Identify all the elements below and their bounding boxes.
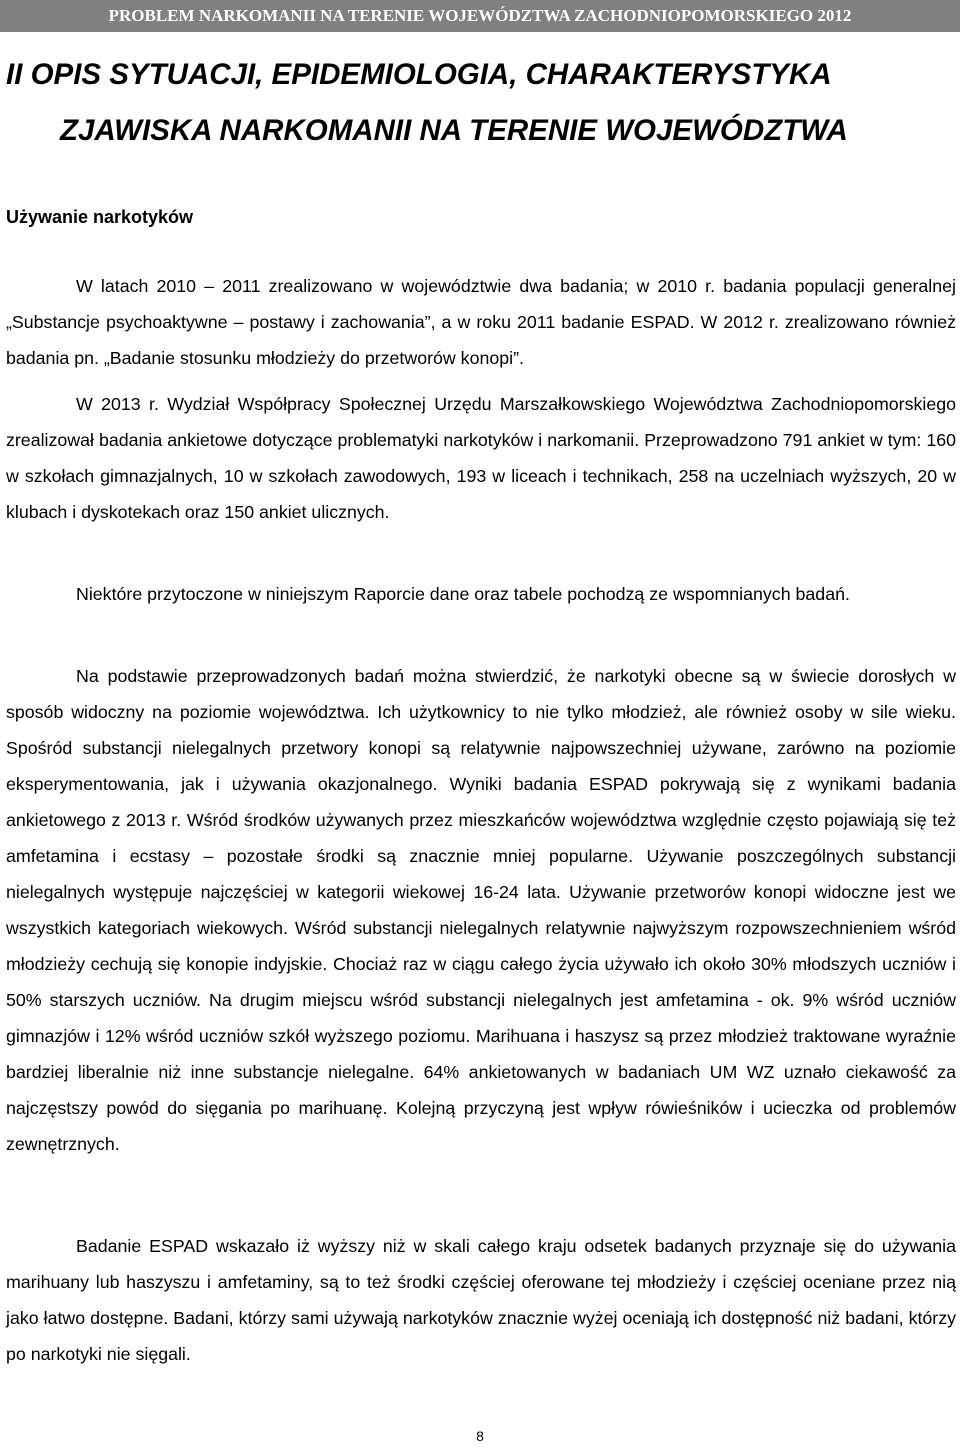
running-header: PROBLEM NARKOMANII NA TERENIE WOJEWÓDZTWA ZACHODNIOPOMORSKIEGO 2012 xyxy=(0,0,960,32)
paragraph-espad-results: Badanie ESPAD wskazało iż wyższy niż w skali całego kraju odsetek badanych przyznaje się do używania marihuany lub haszyszu i amfetaminy, są to też środki częściej oferowane tej młodzieży i częściej oceniane przez nią jako łatwo dostępne. Badani, którzy sami używają narkotyków znacznie wyżej oceniają ich dostępność niż badani, którzy po narkotyki nie sięgali. xyxy=(6,1236,956,1364)
chapter-title-line-2: ZJAWISKA NARKOMANII NA TERENIE WOJEWÓDZTWA xyxy=(60,114,848,147)
page-number: 8 xyxy=(476,1428,484,1444)
paragraph-findings: Na podstawie przeprowadzonych badań można stwierdzić, że narkotyki obecne są w świecie dorosłych w sposób widoczny na poziomie województwa. Ich użytkownicy to nie tylko młodzież, ale również osoby w sile wieku. Spośród substancji nielegalnych przetwory konopi są relatywnie najpowszechniej używane, zarówno na poziomie eksperymentowania, jak i używania okazjonalnego. Wyniki badania ESPAD pokrywają się z wynikami badania ankietowego z 2013 r. Wśród środków używanych przez mieszkańców województwa względnie często pojawiają się też amfetamina i ecstasy – pozostałe środki są znacznie mniej popularne. Używanie poszczególnych substancji nielegalnych występuje najczęściej w kategorii wiekowej 16-24 lata. Używanie przetworów konopi widoczne jest we wszystkich kategoriach wiekowych. Wśród substancji nielegalnych relatywnie najwyższym rozpowszechnieniem wśród młodzieży cechują się konopie indyjskie. Chociaż raz w ciągu całego życia używało ich około 30% młodszych uczniów i 50% starszych uczniów. Na drugim miejscu wśród substancji nielegalnych jest amfetamina - ok. 9% wśród uczniów gimnazjów i 12% wśród uczniów szkół wyższego poziomu. Marihuana i haszysz są przez młodzież traktowane wyraźnie bardziej liberalnie niż inne substancje nielegalne. 64% ankietowanych w badaniach UM WZ uznało ciekawość za najczęstszy powód do sięgania po marihuanę. Kolejną przyczyną jest wpływ rówieśników i ucieczka od problemów zewnętrznych. xyxy=(6,666,956,1154)
paragraph-data-source: Niektóre przytoczone w niniejszym Raporcie dane oraz tabele pochodzą ze wspomnianych badań. xyxy=(76,584,850,604)
chapter-title-line-1: II OPIS SYTUACJI, EPIDEMIOLOGIA, CHARAKTERYSTYKA xyxy=(6,58,832,91)
paragraph-survey-2013: W 2013 r. Wydział Współpracy Społecznej Urzędu Marszałkowskiego Województwa Zachodniopomorskiego zrealizował badania ankietowe dotyczące problematyki narkotyków i narkomanii. Przeprowadzono 791 ankiet w tym: 160 w szkołach gimnazjalnych, 10 w szkołach zawodowych, 193 w liceach i technikach, 258 na uczelniach wyższych, 20 w klubach i dyskotekach oraz 150 ankiet ulicznych. xyxy=(6,394,956,522)
paragraph-surveys-2010-2012: W latach 2010 – 2011 zrealizowano w województwie dwa badania; w 2010 r. badania populacji generalnej „Substancje psychoaktywne – postawy i zachowania”, a w roku 2011 badanie ESPAD. W 2012 r. zrealizowano również badania pn. „Badanie stosunku młodzieży do przetworów konopi”. xyxy=(6,276,956,368)
section-heading: Używanie narkotyków xyxy=(6,207,194,227)
